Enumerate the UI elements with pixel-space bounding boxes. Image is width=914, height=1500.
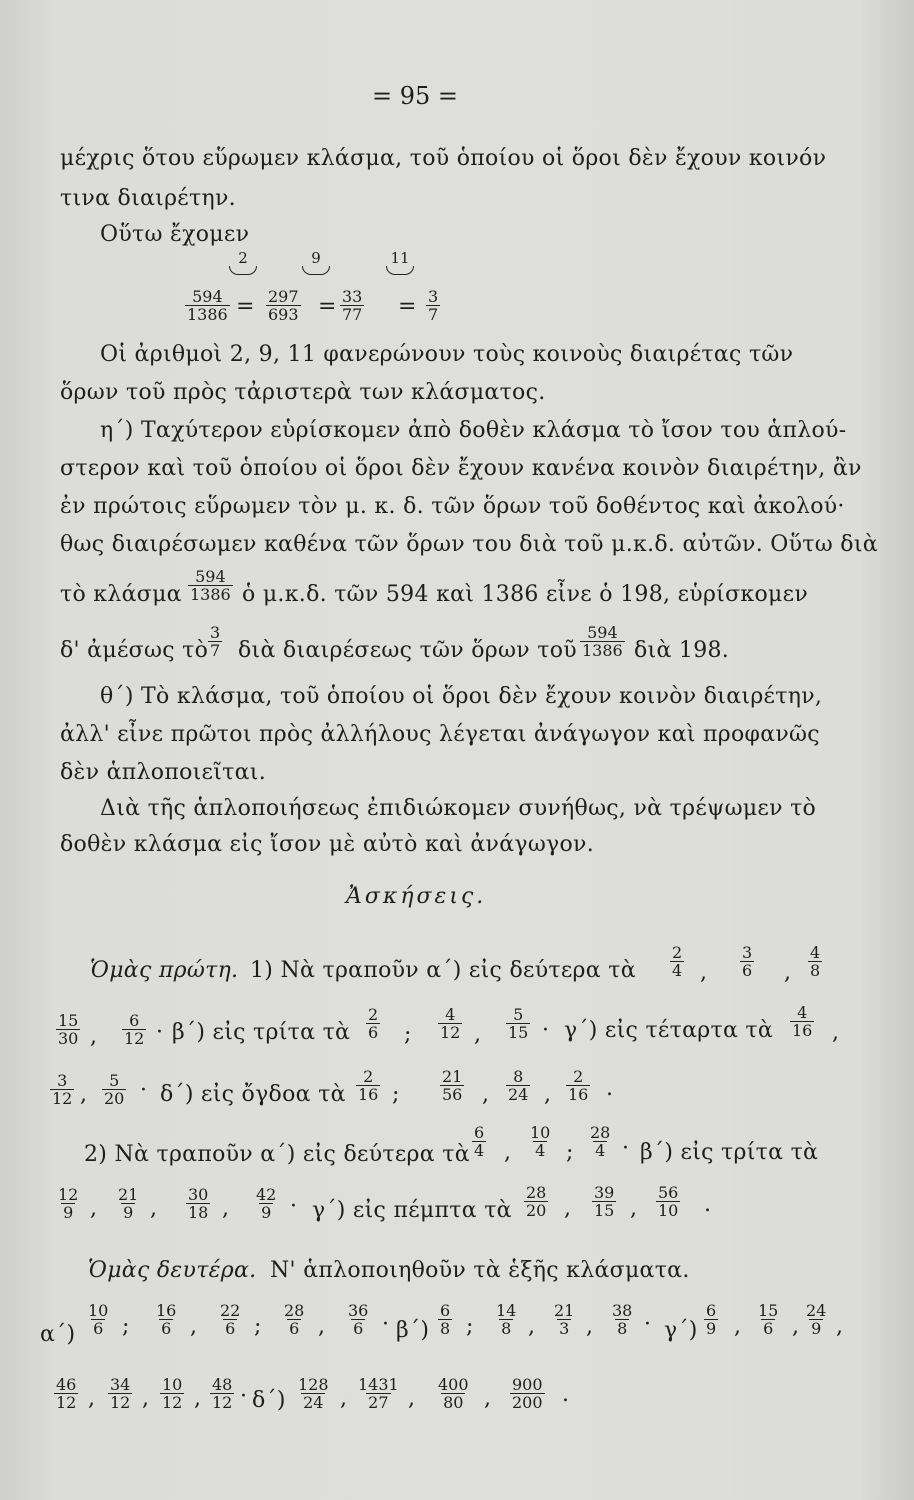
fraction: $\frac{42}{9}$ xyxy=(256,1185,277,1222)
fraction: $\frac{30}{18}$ xyxy=(188,1185,209,1222)
fraction: $\frac{15}{6}$ xyxy=(758,1301,779,1338)
fraction: $\frac{46}{12}$ xyxy=(56,1375,77,1412)
text-line-6: η΄) Ταχύτερον εὑρίσκομεν ἀπὸ δοθὲν κλάσμα τὸ ἴσον του ἁπλού- xyxy=(100,418,847,443)
brace-9: 9 xyxy=(299,250,333,275)
group2-text: Ν' ἁπλοποιηθοῦν τὰ ἑξῆς κλάσματα. xyxy=(270,1258,690,1283)
fraction: $\frac{297}{693}$ xyxy=(268,287,299,324)
text-line-14: δὲν ἁπλοποιεῖται. xyxy=(60,760,267,785)
fraction: $\frac{2}{16}$ xyxy=(568,1067,589,1104)
fraction: $\frac{56}{10}$ xyxy=(658,1183,679,1220)
fraction: $\frac{48}{12}$ xyxy=(212,1375,233,1412)
fraction: $\frac{6}{12}$ xyxy=(124,1011,145,1048)
text-line-5: ὅρων τοῦ πρὸς τἀριστερὰ των κλάσματος. xyxy=(60,380,546,405)
fraction: $\frac{33}{77}$ xyxy=(342,287,363,324)
g-tetarta-text: γ΄) εἰς τέταρτα τὰ xyxy=(564,1018,774,1043)
fraction: $\frac{6}{4}$ xyxy=(474,1123,485,1160)
fraction: $\frac{594}{1386}$ xyxy=(187,287,228,324)
fraction: $\frac{6}{8}$ xyxy=(440,1301,451,1338)
fraction: $\frac{594}{1386}$ xyxy=(582,623,623,660)
fraction: $\frac{21}{9}$ xyxy=(118,1185,139,1222)
text-line-10b: ὁ μ.κ.δ. τῶν 594 καὶ 1386 εἶνε ὁ 198, εὑρίσκομεν xyxy=(242,582,808,607)
q2a-text: 2) Νὰ τραποῦν α΄) εἰς δεύτερα τὰ xyxy=(84,1142,470,1167)
label-d: δ΄) xyxy=(252,1388,286,1413)
equals-sign: = xyxy=(398,294,417,319)
text-line-9: θως διαιρέσωμεν καθένα τῶν ὅρων του διὰ τοῦ μ.κ.δ. αὐτῶν. Οὕτω διὰ xyxy=(60,532,878,557)
fraction: $\frac{21}{56}$ xyxy=(442,1067,463,1104)
text-line-4: Οἱ ἀριθμοὶ 2, 9, 11 φανερώνουν τοὺς κοινοὺς διαιρέτας τῶν xyxy=(100,342,794,367)
fraction: $\frac{2}{16}$ xyxy=(358,1067,379,1104)
section-heading: Ἀσκήσεις. xyxy=(346,884,487,909)
fraction: $\frac{2}{6}$ xyxy=(368,1005,379,1042)
fraction: $\frac{400}{80}$ xyxy=(438,1375,469,1412)
q2c-text: γ΄) εἰς πέμπτα τὰ xyxy=(312,1198,512,1223)
fraction: $\frac{6}{9}$ xyxy=(706,1301,717,1338)
text-line-11c: διὰ 198. xyxy=(634,638,730,663)
fraction: $\frac{900}{200}$ xyxy=(512,1375,543,1412)
text-line-8: ἐν πρώτοις εὕρωμεν τὸν μ. κ. δ. τῶν ὅρων τοῦ δοθέντος καὶ ἀκολού· xyxy=(60,494,845,519)
fraction: $\frac{10}{4}$ xyxy=(530,1123,551,1160)
brace-2: 2 xyxy=(226,250,260,275)
text-line-13: ἀλλ' εἶνε πρῶτοι πρὸς ἀλλήλους λέγεται ἀνάγωγον καὶ προφανῶς xyxy=(60,722,820,747)
fraction: $\frac{36}{6}$ xyxy=(348,1301,369,1338)
label-a: α΄) xyxy=(40,1322,76,1347)
q2b-text: β΄) εἰς τρίτα τὰ xyxy=(640,1140,819,1165)
fraction: $\frac{10}{12}$ xyxy=(162,1375,183,1412)
fraction: $\frac{28}{6}$ xyxy=(284,1301,305,1338)
text-line-12: θ΄) Τὸ κλάσμα, τοῦ ὁποίου οἱ ὅροι δὲν ἔχουν κοινὸν διαιρέτην, xyxy=(100,684,823,709)
text-line-2: τινα διαιρέτην. xyxy=(60,186,236,211)
equals-sign: = xyxy=(318,294,337,319)
text-line-10a: τὸ κλάσμα xyxy=(60,582,182,607)
fraction: $\frac{4}{8}$ xyxy=(810,943,821,980)
fraction: $\frac{3}{6}$ xyxy=(742,943,753,980)
fraction: $\frac{12}{9}$ xyxy=(58,1185,79,1222)
label-c: γ΄) xyxy=(664,1318,698,1343)
fraction: $\frac{5}{20}$ xyxy=(104,1071,125,1108)
fraction: $\frac{28}{20}$ xyxy=(526,1183,547,1220)
group2-label: Ὁμὰς δευτέρα. xyxy=(88,1258,257,1283)
fraction: $\frac{3}{7}$ xyxy=(210,623,221,660)
fraction: $\frac{4}{12}$ xyxy=(440,1005,461,1042)
fraction: $\frac{15}{30}$ xyxy=(58,1011,79,1048)
label-b: β΄) xyxy=(396,1318,430,1343)
fraction: $\frac{22}{6}$ xyxy=(220,1301,241,1338)
fraction: $\frac{8}{24}$ xyxy=(508,1067,529,1104)
fraction: $\frac{28}{4}$ xyxy=(590,1123,611,1160)
fraction: $\frac{2}{4}$ xyxy=(672,943,683,980)
text-line-7: στερον καὶ τοῦ ὁποίου οἱ ὅροι δὲν ἔχουν κανένα κοινὸν διαιρέτην, ἂν xyxy=(60,456,862,481)
text-line-16: δοθὲν κλάσμα εἰς ἴσον μὲ αὐτὸ καὶ ἀνάγωγον. xyxy=(60,832,595,857)
fraction: $\frac{34}{12}$ xyxy=(110,1375,131,1412)
d-ogdoa-text: δ΄) εἰς ὄγδοα τὰ xyxy=(160,1082,346,1107)
book-page: = 95 = μέχρις ὅτου εὕρωμεν κλάσμα, τοῦ ὁποίου οἱ ὅροι δὲν ἔχουν κοινόν τινα διαιρέτην. Οὕτω ἔχομεν 2 9 11 $\frac{594}{1386}$ = $\frac{297}{693}$ = $\frac{33}{77}$ = $\frac{3}{7}$ Οἱ ἀριθμοὶ 2, 9, 11 φανερώνουν τοὺς κοινοὺς διαιρέτας τῶν ὅρων τοῦ πρὸς τἀριστερὰ των κλάσματος. η΄) Ταχύτερον εὑρίσκομεν ἀπὸ δοθὲν κλάσμα τὸ ἴσον του ἁπλού- στερον καὶ τοῦ ὁποίου οἱ ὅροι δὲν ἔχουν κανένα κοινὸν διαιρέτην, ἂν ἐν πρώτοις εὕρωμεν τὸν μ. κ. δ. τῶν ὅρων τοῦ δοθέντος καὶ ἀκολού· θως διαιρέσωμεν καθένα τῶν ὅρων του διὰ τοῦ μ.κ.δ. αὐτῶν. Οὕτω διὰ τὸ κλάσμα $\frac{594}{1386}$ ὁ μ.κ.δ. τῶν 594 καὶ 1386 εἶνε ὁ 198, εὑρίσκομεν δ' ἀμέσως τὸ $\frac{3}{7}$ διὰ διαιρέσεως τῶν ὅρων τοῦ $\frac{594}{1386}$ διὰ 198. θ΄) Τὸ κλάσμα, τοῦ ὁποίου οἱ ὅροι δὲν ἔχουν κοινὸν διαιρέτην, ἀλλ' εἶνε πρῶτοι πρὸς ἀλλήλους λέγεται ἀνάγωγον καὶ προφανῶς δὲν ἁπλοποιεῖται. Διὰ τῆς ἁπλοποιήσεως ἐπιδιώκομεν συνήθως, νὰ τρέψωμεν τὸ δοθὲν κλάσμα εἰς ἴσον μὲ αὐτὸ καὶ ἀνάγωγον. Ἀσκήσεις. Ὁμὰς πρώτη. 1) Νὰ τραποῦν α΄) εἰς δεύτερα τὰ $\frac{2}{4}$ , $\frac{3}{6}$ , $\frac{4}{8}$ $\frac{15}{30}$ , $\frac{6}{12}$ · β΄) εἰς τρίτα τὰ $\frac{2}{6}$ ; $\frac{4}{12}$ , $\frac{5}{15}$ · γ΄) εἰς τέταρτα τὰ $\frac{4}{16}$ , $\frac{3}{12}$ , $\frac{5}{20}$ · δ΄) εἰς ὄγδοα τὰ $\frac{2}{16}$ ; $\frac{21}{56}$ , $\frac{8}{24}$ , $\frac{2}{16}$ . 2) Νὰ τραποῦν α΄) εἰς δεύτερα τὰ $\frac{6}{4}$ , $\frac{10}{4}$ ; $\frac{28}{4}$ · β΄) εἰς τρίτα τὰ $\frac{12}{9}$ , $\frac{21}{9}$ , $\frac{30}{18}$ , $\frac{42}{9}$ · γ΄) εἰς πέμπτα τὰ $\frac{28}{20}$ , $\frac{39}{15}$ , $\frac{56}{10}$ . Ὁμὰς δευτέρα. Ν' ἁπλοποιηθοῦν τὰ ἑξῆς κλάσματα. α΄) $\frac{10}{6}$ ; $\frac{16}{6}$ , $\frac{22}{6}$ ; $\frac{28}{6}$ , $\frac{36}{6}$ · β΄) $\frac{6}{8}$ ; $\frac{14}{8}$ , $\frac{21}{3}$ , $\frac{38}{8}$ · γ΄) $\frac{6}{9}$ , $\frac{15}{6}$ , $\frac{24}{9}$ , $\frac{46}{12}$ , $\frac{34}{12}$ , $\frac{10}{12}$ , $\frac{48}{12}$ · δ΄) $\frac{128}{24}$ , $\frac{1431}{27}$ , $\frac{400}{80}$ , $\frac{900}{200}$ . xyxy=(0,0,914,1500)
fraction: $\frac{16}{6}$ xyxy=(156,1301,177,1338)
group1-label: Ὁμὰς πρώτη. xyxy=(90,958,239,983)
text-line-1: μέχρις ὅτου εὕρωμεν κλάσμα, τοῦ ὁποίου οἱ ὅροι δὲν ἔχουν κοινόν xyxy=(60,146,827,171)
fraction: $\frac{5}{15}$ xyxy=(508,1005,529,1042)
b-tritha-text: β΄) εἰς τρίτα τὰ xyxy=(172,1020,351,1045)
fraction: $\frac{21}{3}$ xyxy=(554,1301,575,1338)
text-line-15: Διὰ τῆς ἁπλοποιήσεως ἐπιδιώκομεν συνήθως, νὰ τρέψωμεν τὸ xyxy=(100,796,817,821)
fraction: $\frac{24}{9}$ xyxy=(806,1301,827,1338)
fraction: $\frac{3}{12}$ xyxy=(52,1071,73,1108)
fraction: $\frac{128}{24}$ xyxy=(298,1375,329,1412)
fraction: $\frac{39}{15}$ xyxy=(594,1183,615,1220)
equals-sign: = xyxy=(236,294,255,319)
text-line-11a: δ' ἀμέσως τὸ xyxy=(60,638,209,663)
page-number: = 95 = xyxy=(372,82,459,110)
text-line-3: Οὕτω ἔχομεν xyxy=(100,222,250,247)
fraction: $\frac{1431}{27}$ xyxy=(358,1375,399,1412)
fraction: $\frac{14}{8}$ xyxy=(496,1301,517,1338)
fraction: $\frac{594}{1386}$ xyxy=(190,567,231,604)
text-line-11b: διὰ διαιρέσεως τῶν ὅρων τοῦ xyxy=(238,638,577,663)
brace-11: 11 xyxy=(383,250,417,275)
group1-text: 1) Νὰ τραποῦν α΄) εἰς δεύτερα τὰ xyxy=(250,958,636,983)
fraction: $\frac{38}{8}$ xyxy=(612,1301,633,1338)
fraction: $\frac{3}{7}$ xyxy=(428,287,439,324)
fraction: $\frac{10}{6}$ xyxy=(88,1301,109,1338)
fraction: $\frac{4}{16}$ xyxy=(792,1003,813,1040)
